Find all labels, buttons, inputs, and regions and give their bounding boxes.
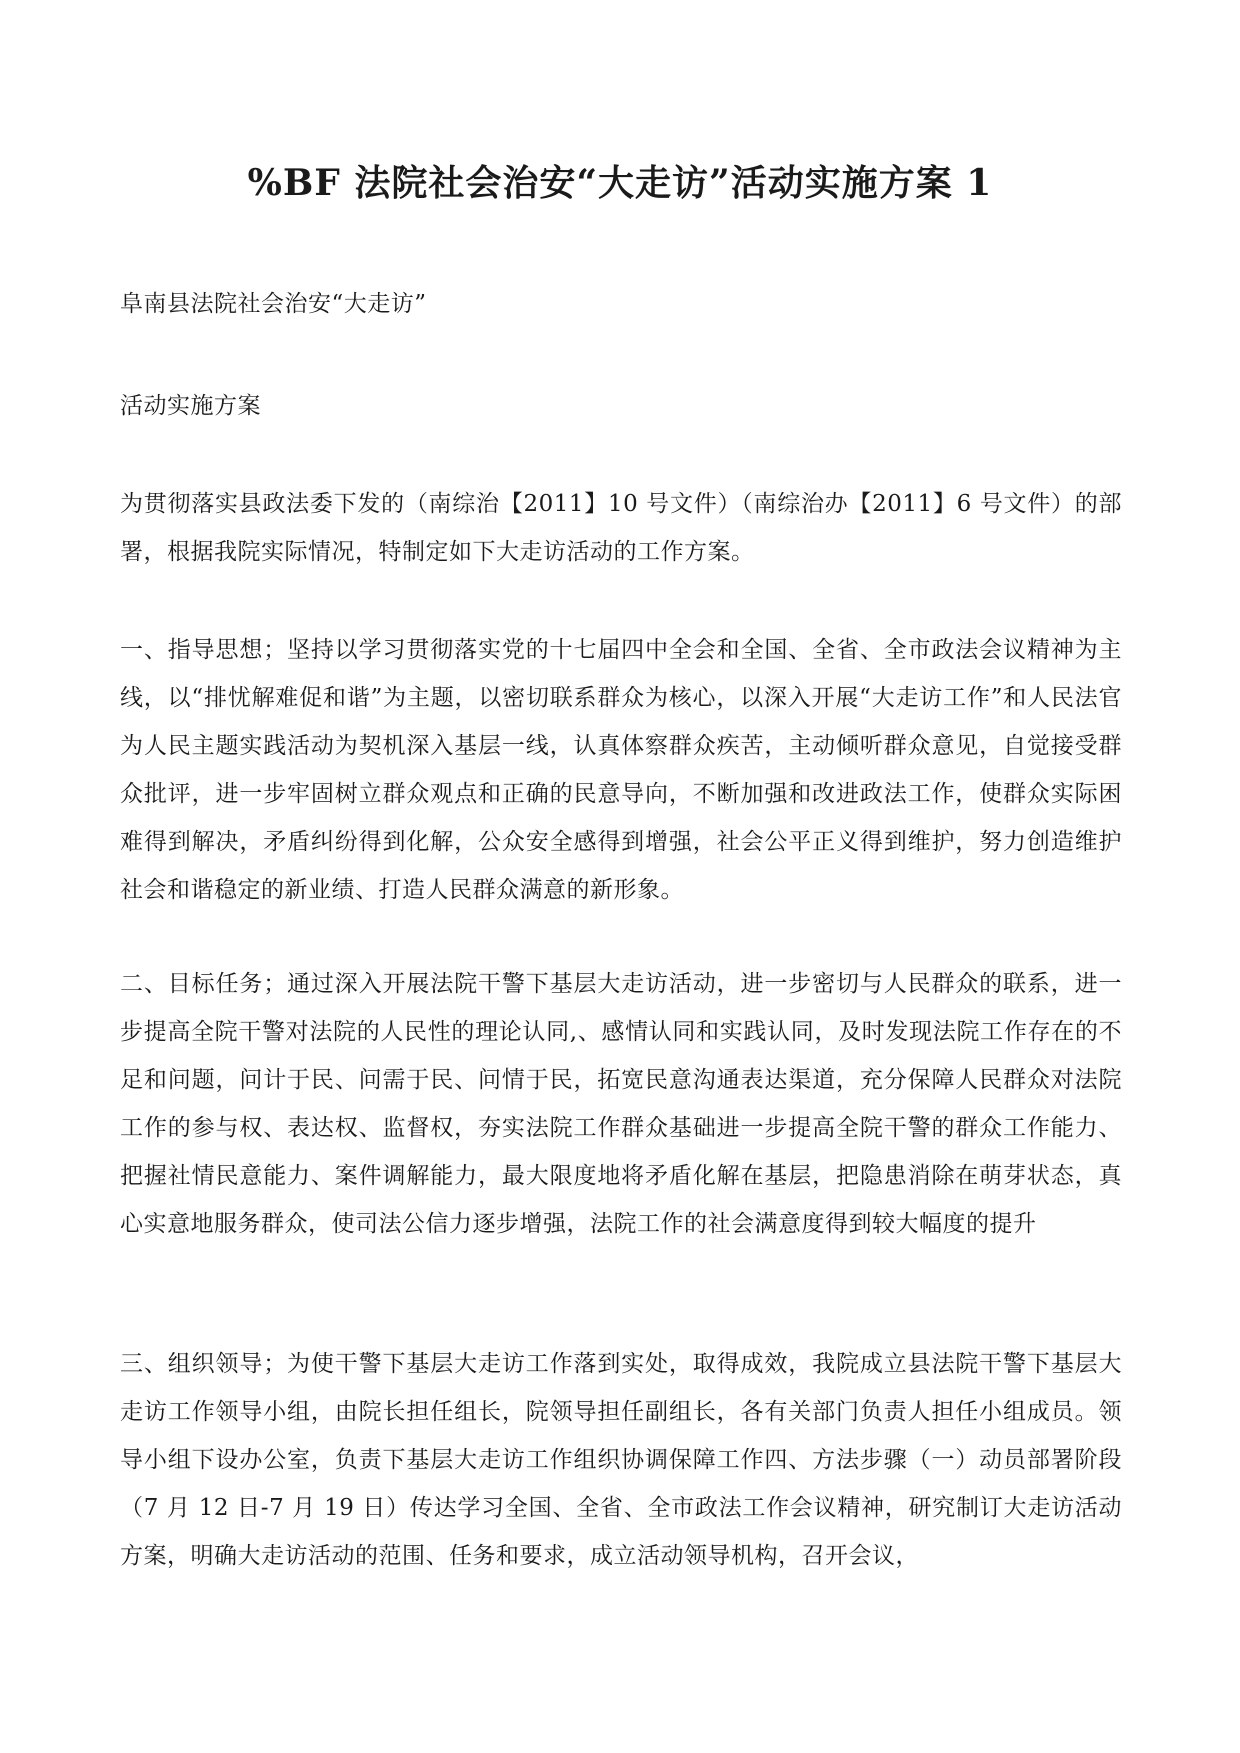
paragraph-organization: 三、组织领导；为使干警下基层大走访工作落到实处，取得成效，我院成立县法院干警下基层大走访工作领导小组，由院长担任组长，院领导担任副组长，各有关部门负责人担任小组成员。领导小组下设办公室，负责下基层大走访工作组织协调保障工作四、方法步骤（一）动员部署阶段（7 月 12 日-7 月 19 日）传达学习全国、全省、全市政法工作会议精神，研究制订大走访活动方案，明确大走访活动的范围、任务和要求，成立活动领导机构，召开会议， bbox=[120, 1351, 1122, 1569]
document-title: %BF 法院社会治安“大走访”活动实施方案 1 bbox=[247, 162, 993, 204]
paragraph-guiding-ideology: 一、指导思想；坚持以学习贯彻落实党的十七届四中全会和全国、全省、全市政法会议精神为主线，以“排忧解难促和谐”为主题，以密切联系群众为核心，以深入开展“大走访工作”和人民法官为人民主题实践活动为契机深入基层一线，认真体察群众疾苦，主动倾听群众意见，自觉接受群众批评，进一步牢固树立群众观点和正确的民意导向，不断加强和改进政法工作，使群众实际困难得到解决，矛盾纠纷得到化解，公众安全感得到增强，社会公平正义得到维护，努力创造维护社会和谐稳定的新业绩、打造人民群众满意的新形象。 bbox=[120, 637, 1122, 903]
paragraph-objectives: 二、目标任务；通过深入开展法院干警下基层大走访活动，进一步密切与人民群众的联系，进一步提高全院干警对法院的人民性的理论认同,、感情认同和实践认同，及时发现法院工作存在的不足和问题，问计于民、问需于民、问情于民，拓宽民意沟通表达渠道，充分保障人民群众对法院工作的参与权、表达权、监督权，夯实法院工作群众基础进一步提高全院干警的群众工作能力、把握社情民意能力、案件调解能力，最大限度地将矛盾化解在基层，把隐患消除在萌芽状态，真心实意地服务群众，使司法公信力逐步增强，法院工作的社会满意度得到较大幅度的提升 bbox=[120, 971, 1122, 1237]
document-subtitle-line2: 活动实施方案 bbox=[120, 393, 261, 419]
document-subtitle-line1: 阜南县法院社会治安“大走访” bbox=[120, 291, 427, 317]
paragraph-intro: 为贯彻落实县政法委下发的（南综治【2011】10 号文件）（南综治办【2011】6 号文件）的部署，根据我院实际情况，特制定如下大走访活动的工作方案。 bbox=[120, 491, 1122, 565]
